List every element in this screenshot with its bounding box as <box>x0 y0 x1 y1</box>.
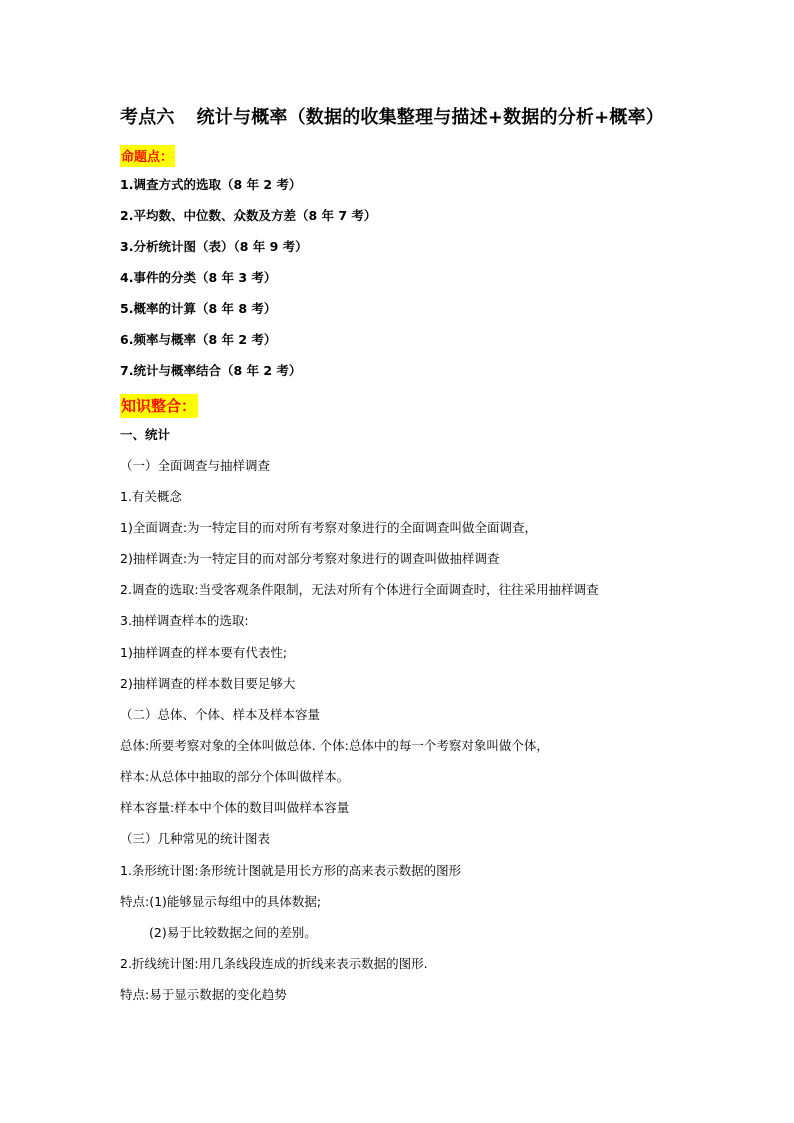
text-line: 2)抽样调查:为一特定目的而对部分考察对象进行的调查叫做抽样调查 <box>120 551 500 566</box>
proposition-item: 6.频率与概率（8 年 2 考） <box>120 332 277 347</box>
text-line: 1)抽样调查的样本要有代表性; <box>120 645 288 660</box>
subsection-heading: （二）总体、个体、样本及样本容量 <box>120 707 321 722</box>
text-line: (2)易于比较数据之间的差别。 <box>149 925 317 940</box>
knowledge-label: 知识整合： <box>120 394 198 418</box>
proposition-item: 4.事件的分类（8 年 3 考） <box>120 270 277 285</box>
page-title <box>120 103 664 129</box>
text-line: 总体:所要考察对象的全体叫做总体. 个体:总体中的每一个考察对象叫做个体， <box>120 738 549 753</box>
text-line: 特点:(1)能够显示每组中的具体数据; <box>120 894 322 909</box>
proposition-item: 1.调查方式的选取（8 年 2 考） <box>120 177 302 192</box>
subsection-heading: （三）几种常见的统计图表 <box>120 831 271 846</box>
text-line: 1)全面调查:为一特定目的而对所有考察对象进行的全面调查叫做全面调查， <box>120 520 538 535</box>
text-line: 样本:从总体中抽取的部分个体叫做样本。 <box>120 769 350 784</box>
text-line: 2)抽样调查的样本数目要足够大 <box>120 676 296 691</box>
section-heading: 一、统计 <box>120 427 171 442</box>
proposition-item: 2.平均数、中位数、众数及方差（8 年 7 考） <box>120 208 377 223</box>
proposition-item: 7.统计与概率结合（8 年 2 考） <box>120 363 302 378</box>
proposition-item: 3.分析统计图（表）（8 年 9 考） <box>120 239 308 254</box>
title-topic-name: 统计与概率（数据的收集整理与描述+数据的分析+概率） <box>196 107 664 128</box>
text-line: 2.折线统计图:用几条线段连成的折线来表示数据的图形. <box>120 956 428 971</box>
text-line: 1.有关概念 <box>120 489 182 504</box>
text-line: 特点:易于显示数据的变化趋势 <box>120 987 287 1002</box>
subsection-heading: （一）全面调查与抽样调查 <box>120 458 271 473</box>
text-line: 样本容量:样本中个体的数目叫做样本容量 <box>120 800 350 815</box>
text-line: 3.抽样调查样本的选取: <box>120 613 249 628</box>
text-line: 2.调查的选取:当受客观条件限制，无法对所有个体进行全面调查时，往往采用抽样调查 <box>120 582 599 597</box>
title-topic-number: 考点六 <box>120 107 175 128</box>
text-line: 1.条形统计图:条形统计图就是用长方形的高来表示数据的图形 <box>120 863 462 878</box>
propositions-label: 命题点： <box>120 145 175 167</box>
proposition-item: 5.概率的计算（8 年 8 考） <box>120 301 277 316</box>
